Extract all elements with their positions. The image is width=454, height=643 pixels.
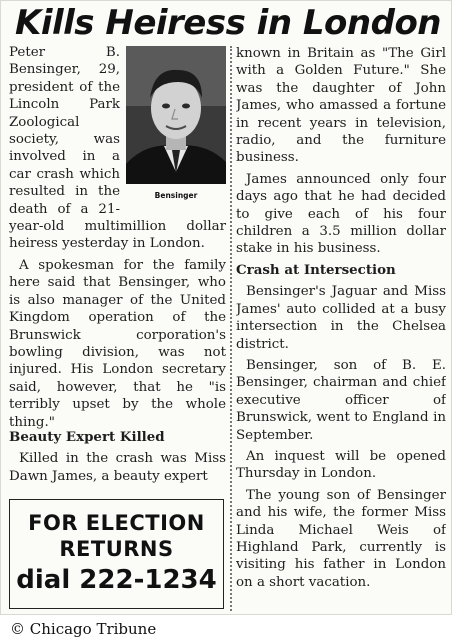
left-column-continued: [9, 429, 226, 497]
article-paragraph: Peter B. Bensinger, 29, president of the Lincoln Park Zoological society, was involved in a car crash which resulted in the death of a 21-year-old multimillion dollar heiress yesterday in London.: [9, 45, 226, 252]
article-paragraph: Bensinger, son of B. E. Bensinger, chairman and chief executive officer of Brunswick, went to England in September.: [236, 357, 446, 443]
photo-caption: Bensinger: [154, 191, 198, 200]
article-paragraph: Bensinger's Jaguar and Miss James' auto collided at a busy intersection in the Chelsea district.: [236, 284, 446, 352]
article-paragraph: An inquest will be opened Thursday in London.: [236, 448, 446, 482]
ad-line: FOR ELECTION: [28, 511, 205, 535]
article-paragraph: James announced only four days ago that he had decided to give each of his four children a 3.5 million dollar stake in his business.: [236, 171, 446, 257]
article-paragraph: Killed in the crash was Miss Dawn James, a beauty expert: [9, 451, 226, 484]
article-paragraph: A spokesman for the family here said that Bensinger, who is also manager of the United Kingdom operation of the Brunswick corporation's bowling division, was not injured. His London secretary said, however, that he "is terribly upset by the whole thing.": [9, 257, 226, 430]
election-returns-ad: [9, 499, 224, 609]
photo-frame: [126, 46, 226, 198]
subhead-crash: Crash at Intersection: [236, 261, 396, 278]
subhead-beauty-expert: Beauty Expert Killed: [9, 429, 165, 445]
headline: Kills Heiress in London: [14, 3, 442, 43]
right-column: [236, 45, 446, 613]
column-divider: [230, 46, 232, 611]
bensinger-portrait-photo: [126, 46, 226, 184]
left-column-top: [9, 44, 226, 430]
article-paragraph: The young son of Bensinger and his wife, the former Miss Linda Michael Weis of Highland Park, currently is visiting his father in London on a short vacation.: [236, 487, 446, 590]
ad-phone: dial 222-1234: [16, 565, 217, 595]
ad-line: RETURNS: [59, 537, 174, 561]
article-paragraph: known in Britain as "The Girl with a Golden Future." She was the daughter of John James, who amassed a fortune in recent years in television, radio, and the furniture business.: [236, 46, 446, 166]
copyright-credit: © Chicago Tribune: [10, 620, 157, 638]
